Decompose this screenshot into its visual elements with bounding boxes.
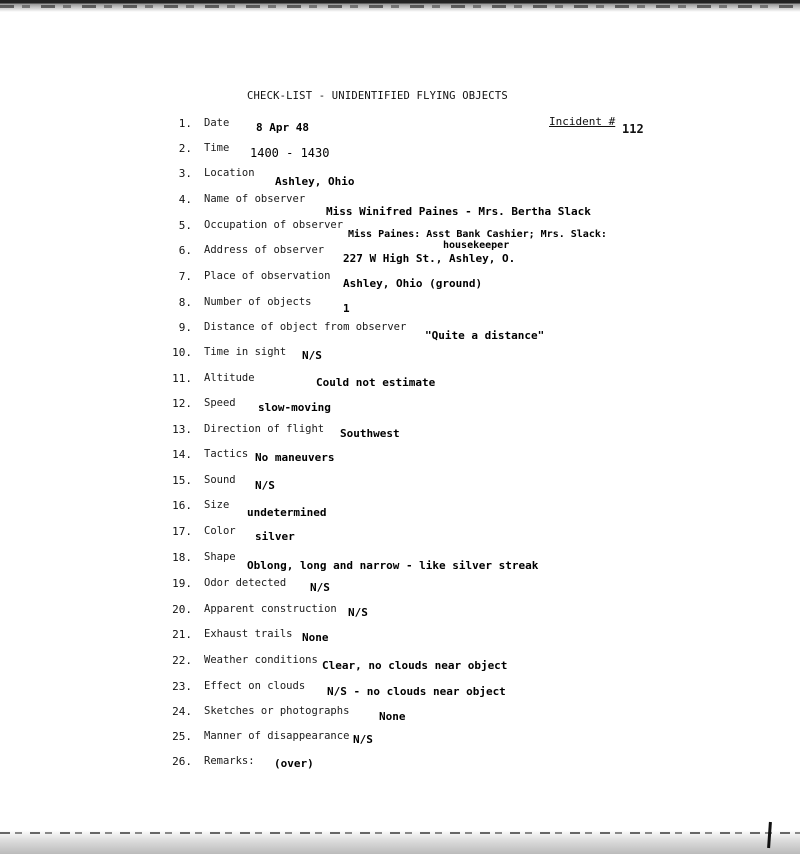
item-label: Shape [204, 551, 236, 563]
item-number: 16. [172, 499, 192, 512]
item-number: 9. [178, 321, 192, 334]
item-label: Distance of object from observer [204, 321, 407, 333]
item-value: N/S [302, 349, 322, 362]
item-number: 20. [172, 603, 192, 616]
item-value: 1 [343, 302, 350, 315]
item-number: 7. [178, 270, 192, 283]
item-number: 15. [172, 474, 192, 487]
item-value: Southwest [340, 427, 400, 440]
item-value: Ashley, Ohio [275, 175, 355, 188]
item-label: Weather conditions [204, 654, 318, 666]
item-label: Altitude [204, 372, 255, 384]
item-value: Could not estimate [316, 376, 436, 389]
item-number: 17. [172, 525, 192, 538]
item-value: (over) [274, 757, 314, 770]
scan-edge-bottom-dashes [0, 832, 800, 834]
item-number: 14. [172, 448, 192, 461]
item-number: 6. [178, 244, 192, 257]
item-number: 4. [178, 193, 192, 206]
item-label: Odor detected [204, 577, 287, 589]
item-label: Sound [204, 474, 236, 486]
item-label: Occupation of observer [204, 219, 344, 231]
item-number: 22. [172, 654, 192, 667]
item-label: Place of observation [204, 270, 331, 282]
item-value: No maneuvers [255, 451, 335, 464]
incident-label: Incident # [549, 115, 616, 128]
item-value: N/S - no clouds near object [327, 685, 506, 698]
item-value: None [302, 631, 329, 644]
item-number: 8. [178, 296, 192, 309]
item-value: Ashley, Ohio (ground) [343, 277, 483, 290]
item-label: Direction of flight [204, 423, 325, 435]
item-number: 25. [172, 730, 192, 743]
item-value: None [379, 710, 406, 723]
item-value: N/S [348, 606, 368, 619]
item-number: 23. [172, 680, 192, 693]
item-value: 1400 - 1430 [250, 146, 330, 160]
item-label: Sketches or photographs [204, 705, 350, 717]
item-number: 21. [172, 628, 192, 641]
item-value-continued: housekeeper [443, 240, 510, 251]
item-value: 227 W High St., Ashley, O. [343, 252, 516, 265]
item-label: Location [204, 167, 255, 179]
item-value: undetermined [247, 506, 327, 519]
item-number: 18. [172, 551, 192, 564]
item-number: 1. [178, 117, 192, 130]
item-number: 26. [172, 755, 192, 768]
item-number: 2. [178, 142, 192, 155]
item-label: Tactics [204, 448, 249, 460]
item-label: Speed [204, 397, 236, 409]
item-value: Oblong, long and narrow - like silver streak [247, 559, 539, 572]
item-number: 12. [172, 397, 192, 410]
item-value: N/S [255, 479, 275, 492]
item-label: Remarks: [204, 755, 255, 767]
item-label: Color [204, 525, 236, 537]
item-number: 5. [178, 219, 192, 232]
item-label: Exhaust trails [204, 628, 293, 640]
item-label: Time in sight [204, 346, 287, 358]
item-number: 19. [172, 577, 192, 590]
item-label: Size [204, 499, 230, 511]
item-value: silver [255, 530, 295, 543]
item-label: Time [204, 142, 230, 154]
item-number: 13. [172, 423, 192, 436]
item-value: N/S [310, 581, 330, 594]
scan-edge-top-dashes [0, 5, 800, 8]
item-label: Name of observer [204, 193, 306, 205]
item-value: slow-moving [258, 401, 331, 414]
item-value: Miss Paines: Asst Bank Cashier; Mrs. Slack: [348, 229, 607, 240]
page-title: CHECK-LIST - UNIDENTIFIED FLYING OBJECTS [247, 90, 508, 102]
item-value: Miss Winifred Paines - Mrs. Bertha Slack [326, 205, 591, 218]
item-label: Date [204, 117, 230, 129]
item-number: 11. [172, 372, 192, 385]
item-value: Clear, no clouds near object [322, 659, 508, 672]
item-number: 3. [178, 167, 192, 180]
item-label: Apparent construction [204, 603, 337, 615]
item-label: Manner of disappearance [204, 730, 350, 742]
incident-number: 112 [622, 122, 644, 136]
item-value: 8 Apr 48 [256, 121, 309, 134]
item-number: 10. [172, 346, 192, 359]
item-value: N/S [353, 733, 373, 746]
item-number: 24. [172, 705, 192, 718]
item-label: Address of observer [204, 244, 325, 256]
item-label: Effect on clouds [204, 680, 306, 692]
item-value: "Quite a distance" [425, 329, 545, 342]
item-label: Number of objects [204, 296, 312, 308]
